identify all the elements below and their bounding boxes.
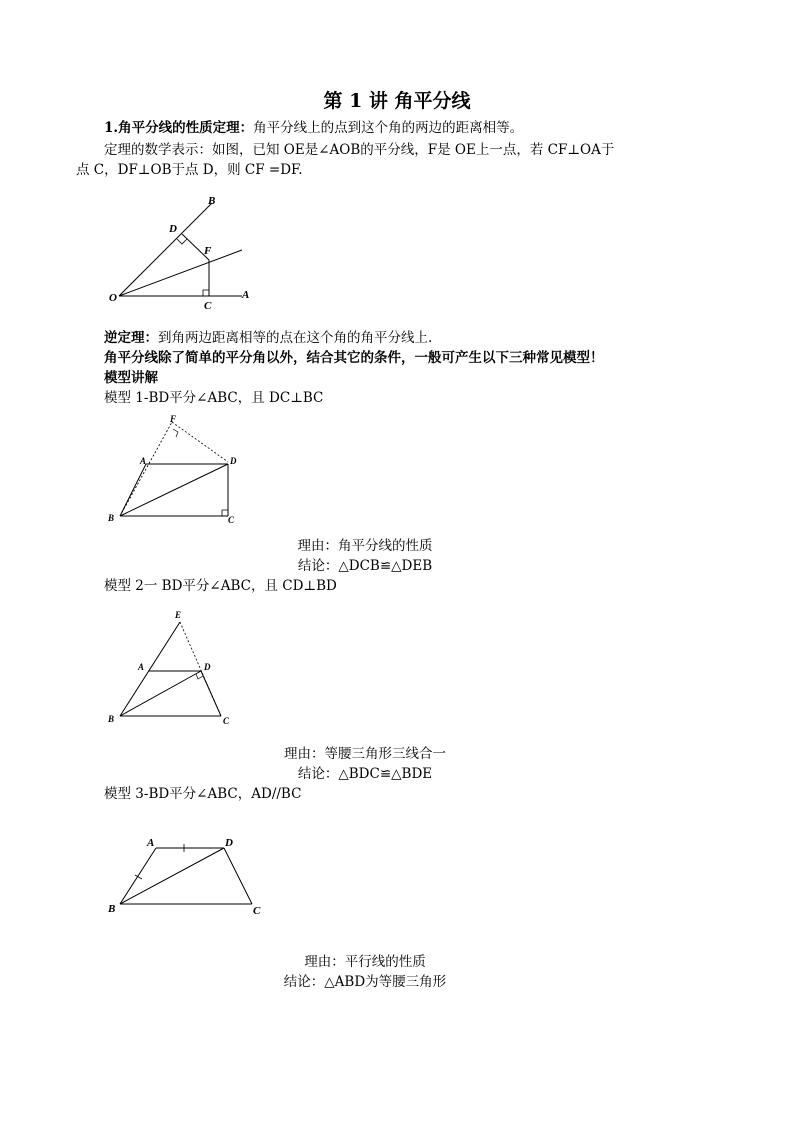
label-o: O [109,292,117,304]
model1-caption: 模型 1-BD平分∠ABC，且 DC⊥BC [104,390,324,406]
model1-figure [100,414,260,529]
label-f: F [204,245,212,257]
converse-heading: 逆定理： [104,330,158,346]
model1-dashed-bf [120,422,172,516]
model2-segment-bd [120,671,201,716]
models-heading: 模型讲解 [104,370,158,386]
label-b: B [208,195,216,207]
model2-segment-be [120,622,180,716]
ray-oe [119,250,242,296]
model3-caption: 模型 3-BD平分∠ABC，AD//BC [104,786,302,802]
model1-conclusion: 结论：△DCB≌△DEB [297,558,433,574]
model3-reason: 理由：平行线的性质 [304,954,426,970]
page-title: 第 1 讲 角平分线 [323,90,471,112]
model2-label-a: A [138,662,145,672]
model1-label-d: D [230,456,237,466]
right-angle-mark-c [203,290,209,296]
model2-label-e: E [175,610,182,620]
model1-segment-ab [120,464,146,516]
model2-conclusion: 结论：△BDC≌△BDE [297,766,433,782]
model1-segment-bd [120,464,228,516]
label-c: C [204,300,212,312]
model2-right-angle-d [196,674,203,679]
model3-label-a: A [147,837,155,849]
model3-segment-ab [120,848,156,904]
theorem-math-line1: 定理的数学表示：如图，已知 OE是∠AOB的平分线，F是 OE上一点，若 CF⊥OA于 [104,142,615,158]
model1-reason: 理由：角平分线的性质 [297,538,433,554]
model1-dashed-fd [172,422,228,462]
model2-label-d: D [204,662,211,672]
model3-conclusion: 结论：△ABD为等腰三角形 [283,974,447,990]
label-a: A [242,289,250,301]
converse-text: 到角两边距离相等的点在这个角的角平分线上. [158,330,433,346]
right-angle-mark-d [177,239,187,244]
model3-figure [100,830,270,920]
model3-segment-bd [120,848,224,904]
model1-label-c: C [228,515,235,525]
model3-label-b: B [108,903,116,915]
model2-label-c: C [223,716,230,726]
theorem-heading: 1.角平分线的性质定理： [104,120,254,136]
model1-label-b: B [108,513,115,523]
model1-label-f: F [170,414,177,424]
theorem-line [104,118,523,138]
label-d: D [169,223,177,235]
model1-label-a: A [140,456,147,466]
theorem-math-line2: 点 C，DF⊥OB于点 D，则 CF =DF. [76,162,303,178]
model2-label-b: B [108,714,115,724]
model3-label-d: D [225,837,233,849]
model2-segment-dc [201,671,221,716]
model3-segment-dc [224,848,252,904]
models-intro: 角平分线除了简单的平分角以外，结合其它的条件，一般可产生以下三种常见模型！ [104,350,604,366]
model2-figure [100,604,250,729]
converse-line [104,328,432,348]
angle-bisector-figure [100,188,270,313]
model2-caption: 模型 2一 BD平分∠ABC，且 CD⊥BD [104,578,337,594]
model3-label-c: C [253,905,261,917]
model1-right-angle-f [173,429,178,437]
theorem-text: 角平分线上的点到这个角的两边的距离相等。 [253,120,524,136]
model2-reason: 理由：等腰三角形三线合一 [284,746,446,762]
